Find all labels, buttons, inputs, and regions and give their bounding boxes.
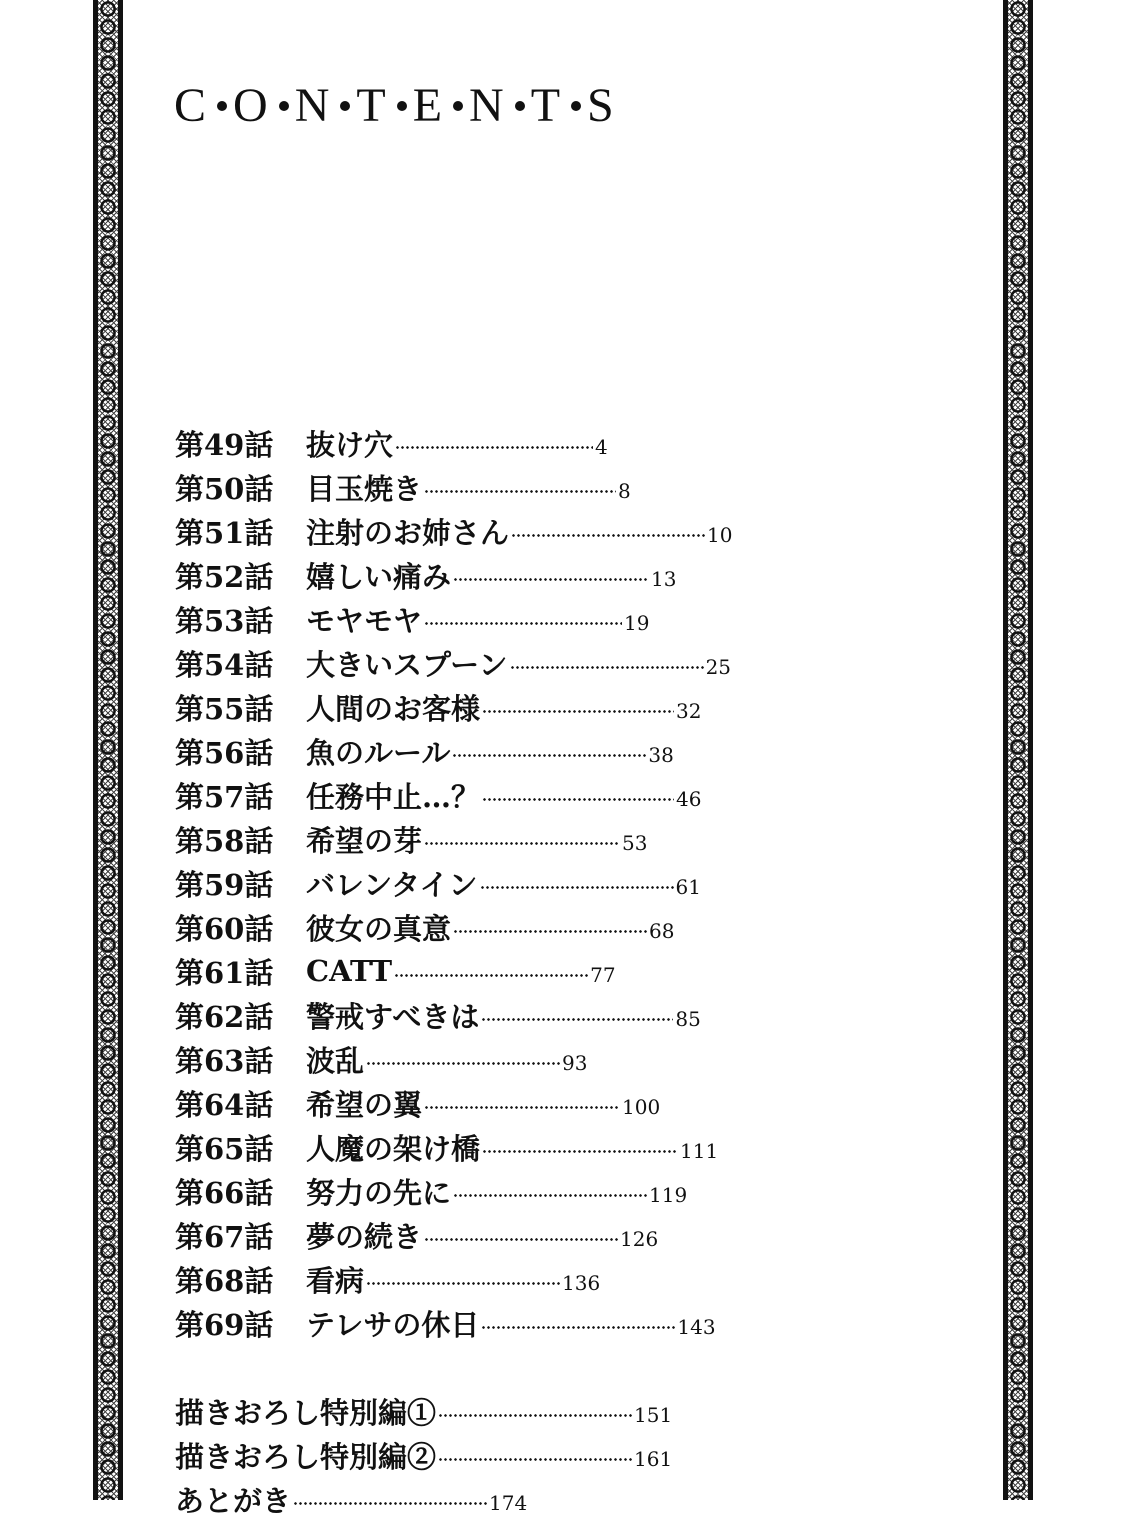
page-number: 77	[590, 963, 616, 987]
toc-row	[175, 861, 975, 905]
page-number: 32	[676, 699, 702, 723]
chapter-list	[175, 421, 975, 1345]
page-number: 10	[707, 523, 733, 547]
page-number: 46	[676, 787, 702, 811]
title-letter: S	[587, 79, 615, 132]
page-number: 151	[634, 1403, 673, 1427]
page-number: 143	[677, 1315, 716, 1339]
toc-row	[175, 1477, 975, 1521]
chapter-number: 第60話	[175, 911, 274, 946]
dot-leader	[482, 710, 674, 713]
dot-leader	[438, 1414, 632, 1417]
dot-leader	[482, 1150, 678, 1153]
toc-row	[175, 1257, 975, 1301]
chapter-number: 第65話	[175, 1131, 274, 1166]
title-dot-separator	[571, 101, 581, 111]
title-letter: C	[174, 79, 208, 132]
chapter-number: 第66話	[175, 1175, 274, 1210]
title-dot-separator	[515, 101, 525, 111]
title-letter: T	[530, 79, 562, 132]
page-number: 4	[595, 435, 608, 459]
title-letter: N	[469, 79, 505, 132]
toc-row	[175, 641, 975, 685]
chapter-title: 嬉しい痛み	[306, 559, 452, 594]
toc-row	[175, 905, 975, 949]
page-number: 13	[651, 567, 677, 591]
dot-leader	[482, 798, 674, 801]
extras-list	[175, 1389, 975, 1521]
chapter-number: 第61話	[175, 955, 274, 990]
dot-leader	[452, 754, 646, 757]
chapter-title: 彼女の真意	[306, 911, 452, 946]
chapter-title: 注射のお姉さん	[306, 515, 510, 550]
dot-leader	[394, 974, 588, 977]
page-number: 119	[649, 1183, 688, 1207]
dot-leader	[424, 622, 622, 625]
page-number: 85	[675, 1007, 701, 1031]
chapter-title: 努力の先に	[306, 1175, 452, 1210]
chapter-number: 第49話	[175, 427, 274, 462]
page-number: 61	[675, 875, 701, 899]
chapter-title: 波乱	[306, 1043, 365, 1078]
toc-row	[175, 773, 975, 817]
chapter-number: 第51話	[175, 515, 274, 550]
title-dot-separator	[340, 101, 350, 111]
title-letter: O	[233, 79, 269, 132]
chapter-number: 第58話	[175, 823, 274, 858]
title-letter: N	[294, 79, 331, 132]
chapter-title: 人魔の架け橋	[306, 1131, 481, 1166]
chapter-number: 第52話	[175, 559, 274, 594]
chapter-title: 任務中止…？	[306, 779, 481, 814]
title-dot-separator	[453, 101, 463, 111]
dot-leader	[424, 842, 620, 845]
dot-leader	[510, 666, 704, 669]
toc-row	[175, 729, 975, 773]
dot-leader	[424, 1238, 618, 1241]
dot-leader	[424, 490, 616, 493]
chapter-number: 第68話	[175, 1263, 274, 1298]
page-number: 25	[705, 655, 732, 679]
chapter-number: 第57話	[175, 779, 274, 814]
page-number: 53	[622, 831, 648, 855]
dot-leader	[453, 578, 649, 581]
page-number: 111	[680, 1139, 719, 1163]
toc-row	[175, 421, 975, 465]
chapter-title: 大きいスプーン	[306, 647, 508, 682]
chapter-number: 第50話	[175, 471, 274, 506]
page-number: 68	[649, 919, 675, 943]
chapter-title: 夢の続き	[306, 1219, 423, 1254]
chapter-title: 希望の翼	[306, 1087, 423, 1122]
chapter-number: 第55話	[175, 691, 274, 726]
dot-leader	[453, 1194, 647, 1197]
title-dot-separator	[217, 101, 227, 111]
chapter-title: バレンタイン	[306, 867, 478, 902]
dot-leader	[481, 1326, 675, 1329]
chapter-title: 看病	[306, 1263, 365, 1298]
chapter-number: 第67話	[175, 1219, 274, 1254]
toc-row	[175, 1433, 975, 1477]
page-number: 100	[622, 1095, 661, 1119]
toc-row	[175, 1389, 975, 1433]
dot-leader	[395, 446, 593, 449]
page-number: 174	[489, 1491, 528, 1515]
toc-row	[175, 1037, 975, 1081]
page-number: 19	[624, 611, 650, 635]
dot-leader	[438, 1458, 632, 1461]
chapter-number: 第64話	[175, 1087, 274, 1122]
title-letter: T	[356, 79, 387, 132]
chapter-title: 魚のルール	[306, 735, 451, 770]
toc-row	[175, 949, 975, 993]
chapter-number: 第54話	[175, 647, 274, 682]
dot-leader	[453, 930, 647, 933]
toc-row	[175, 509, 975, 553]
chapter-title: あとがき	[175, 1483, 292, 1518]
dot-leader	[424, 1106, 620, 1109]
chapter-number: 第53話	[175, 603, 274, 638]
chapter-title: 描きおろし特別編①	[175, 1395, 437, 1430]
toc-row	[175, 553, 975, 597]
page-number: 8	[618, 479, 631, 503]
toc-row	[175, 1213, 975, 1257]
dot-leader	[366, 1062, 560, 1065]
chapter-number: 第62話	[175, 999, 274, 1034]
toc-row	[175, 1301, 975, 1345]
dot-leader	[366, 1282, 560, 1285]
toc-row	[175, 597, 975, 641]
chapter-title: モヤモヤ	[306, 603, 423, 638]
toc-row	[175, 1169, 975, 1213]
page-number: 161	[634, 1447, 673, 1471]
dot-leader	[293, 1502, 487, 1505]
chapter-title: テレサの休日	[306, 1307, 480, 1342]
decorative-chain-border-left	[93, 0, 123, 1500]
dot-leader	[480, 886, 674, 889]
toc-row	[175, 1125, 975, 1169]
chapter-number: 第56話	[175, 735, 274, 770]
title-dot-separator	[397, 101, 407, 111]
toc-row	[175, 817, 975, 861]
chapter-title: 人間のお客様	[306, 691, 481, 726]
title-dot-separator	[279, 101, 289, 111]
toc-row	[175, 993, 975, 1037]
toc-row	[175, 465, 975, 509]
chapter-title: 抜け穴	[306, 427, 394, 462]
page-number: 136	[562, 1271, 601, 1295]
contents-title	[174, 78, 615, 134]
chapter-title: 描きおろし特別編②	[175, 1439, 437, 1474]
chapter-number: 第59話	[175, 867, 274, 902]
toc-row	[175, 685, 975, 729]
chapter-title: 希望の芽	[306, 823, 423, 858]
page-number: 93	[562, 1051, 588, 1075]
page-number: 126	[620, 1227, 659, 1251]
title-letter: E	[412, 79, 444, 132]
dot-leader	[511, 534, 705, 537]
page-number: 38	[648, 743, 674, 767]
dot-leader	[481, 1018, 673, 1021]
chapter-title: 目玉焼き	[306, 471, 423, 506]
chapter-number: 第63話	[175, 1043, 274, 1078]
toc-row	[175, 1081, 975, 1125]
chapter-title: 警戒すべきは	[306, 999, 480, 1034]
chapter-number: 第69話	[175, 1307, 274, 1342]
decorative-chain-border-right	[1003, 0, 1033, 1500]
chapter-title: CATT	[306, 954, 393, 988]
